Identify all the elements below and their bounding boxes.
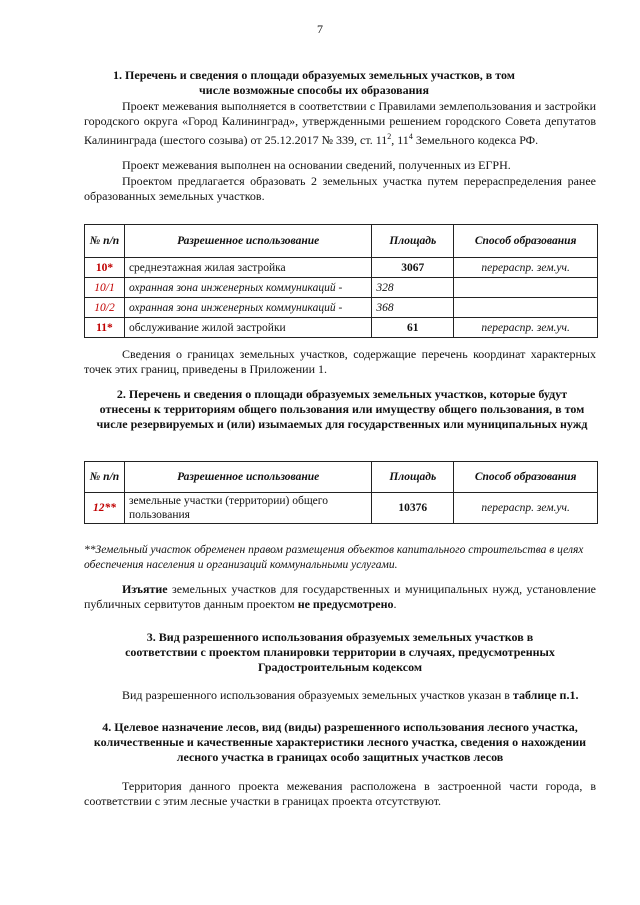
header-area: Площадь [372,225,454,258]
header-num: № п/п [85,225,125,258]
row-num: 12** [85,493,125,524]
row-method [454,298,598,318]
row-use: среднеэтажная жилая застройка [124,258,371,278]
section1-paragraph-2: Проект межевания выполнен на основании сведений, полученных из ЕГРН. [122,158,511,172]
row-use: охранная зона инженерных коммуникаций - [124,298,371,318]
table-row [85,298,598,318]
section2-paragraph [84,582,596,612]
section3-heading: 3. Вид разрешенного использования образуемых земельных участков в соответствии с проектом планировки территории в случаях, предусмотренных Градостроительным кодексом [125,630,555,674]
section3-paragraph [84,688,596,703]
section4-paragraph: Территория данного проекта межевания расположена в застроенной части города, в соответствии с этим лесные участки в границах проекта отсутствуют. [84,779,596,808]
para1-sup-2: 4 [408,132,413,141]
row-method: перераспр. зем.уч. [454,258,598,278]
table-header-row [85,225,598,258]
row-area: 10376 [372,493,454,524]
row-area: 328 [372,278,454,298]
seizure-text: земельных участков для государственных и муниципальных нужд, установление публичных сервитутов данным проектом [84,582,596,611]
table-row [85,318,598,338]
header-num: № п/п [85,462,125,493]
section1-heading: 1. Перечень и сведения о площади образуемых земельных участков, в том числе возможные способы их образования [113,68,515,97]
section4-heading: 4. Целевое назначение лесов, вид (виды) разрешенного использования лесного участка, количественные и качественные характеристики лесного участка, сведения о нахождении лесного участка в границах особо защитных участков лесов [93,720,587,764]
para1-text-a: Проект межевания выполняется в соответствии с Правилами землепользования и застройки городского округа «Город Калининград», утвержденными решением городского Совета депутатов Калининграда (шестого созыва) от 25.12.2017 № 339, ст. 11 [84,99,596,147]
header-use: Разрешенное использование [124,462,371,493]
row-num: 10* [85,258,125,278]
para1-sup-1: 2 [387,132,392,141]
row-area: 368 [372,298,454,318]
header-area: Площадь [372,462,454,493]
section1-paragraph-3: Проектом предлагается образовать 2 земельных участка путем перераспределения ранее образованных земельных участков. [84,174,596,203]
page-number: 7 [317,22,323,36]
section1-paragraph-4: Сведения о границах земельных участков, содержащие перечень координат характерных точек этих границ, приведены в Приложении 1. [84,347,596,376]
header-method: Способ образования [454,225,598,258]
row-num: 10/2 [85,298,125,318]
row-area: 61 [372,318,454,338]
table-row [85,278,598,298]
row-method: перераспр. зем.уч. [454,318,598,338]
section2-heading: 2. Перечень и сведения о площади образуемых земельных участков, которые будут отнесены к территориям общего пользования или имуществу общего пользования, в том числе резервируемых и (или) изымаемых для государственных или муниципальных нужд [96,387,588,431]
table-header-row [85,462,598,493]
row-method: перераспр. зем.уч. [454,493,598,524]
section3-text: Вид разрешенного использования образуемых земельных участков указан в [122,688,513,702]
row-method [454,278,598,298]
seizure-end: . [393,597,397,611]
public-parcels-table [84,461,598,524]
row-use: обслуживание жилой застройки [124,318,371,338]
seizure-bold: Изъятие [122,582,168,596]
not-provided-bold: не предусмотрено [297,597,394,611]
row-use: земельные участки (территории) общего пользования [124,493,371,524]
row-num: 11* [85,318,125,338]
table-row [85,258,598,278]
row-area: 3067 [372,258,454,278]
row-num: 10/1 [85,278,125,298]
table-row [85,493,598,524]
parcels-table [84,224,598,338]
para1-text-b: , 11 [391,133,409,147]
header-use: Разрешенное использование [124,225,371,258]
section1-paragraph-1 [84,99,596,148]
header-method: Способ образования [454,462,598,493]
para1-text-c: Земельного кодекса РФ. [412,133,539,147]
section2-footnote: **Земельный участок обременен правом размещения объектов капитального строительства в целях обеспечения населения и организаций коммунальными услугами. [84,544,584,571]
row-use: охранная зона инженерных коммуникаций - [124,278,371,298]
section3-bold: таблице п.1. [512,688,579,702]
